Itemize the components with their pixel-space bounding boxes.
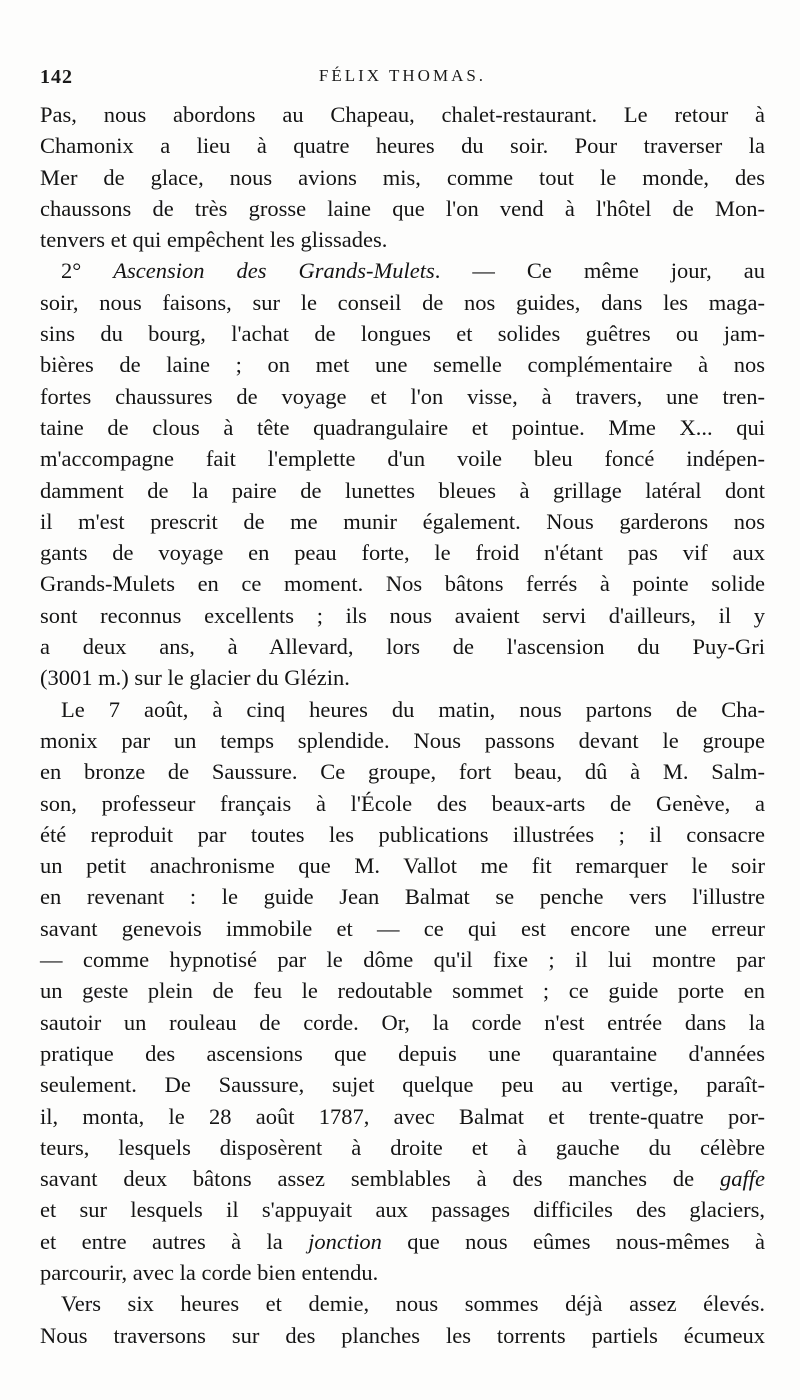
text-line: pratique des ascensions que depuis une quarantaine d'années [40, 1040, 765, 1066]
text-line: et sur lesquels il s'appuyait aux passages difficiles des glaciers, [40, 1197, 765, 1223]
text-line: en revenant : le guide Jean Balmat se penche vers l'illustre [40, 884, 765, 910]
text-line: Chamonix a lieu à quatre heures du soir. Pour traverser la [40, 133, 765, 159]
text-line: soir, nous faisons, sur le conseil de nos guides, dans les maga- [40, 289, 765, 315]
text-line: il, monta, le 28 août 1787, avec Balmat et trente-quatre por- [40, 1103, 765, 1129]
text-line: et entre autres à la jonction que nous eûmes nous-mêmes à [40, 1228, 765, 1254]
paragraph-4 [40, 1288, 765, 1351]
page-header [40, 66, 765, 96]
running-title: FÉLIX THOMAS. [318, 66, 487, 85]
text-line: Vers six heures et demie, nous sommes déjà assez élevés. [61, 1291, 765, 1317]
text-line: un petit anachronisme que M. Vallot me fit remarquer le soir [40, 853, 765, 879]
text-line: gants de voyage en peau forte, le froid n'étant pas vif aux [40, 540, 765, 566]
text-line: été reproduit par toutes les publications illustrées ; il consacre [40, 821, 765, 847]
text-line: Pas, nous abordons au Chapeau, chalet-restaurant. Le retour à [40, 102, 765, 127]
text-line: savant genevois immobile et — ce qui est encore une erreur [40, 915, 765, 941]
text-line: sautoir un rouleau de corde. Or, la corde n'est entrée dans la [40, 1009, 765, 1035]
text-line: a deux ans, à Allevard, lors de l'ascension du Puy-Gri [40, 634, 765, 660]
text-line: sins du bourg, l'achat de longues et solides guêtres ou jam- [40, 321, 765, 347]
text-line: fortes chaussures de voyage et l'on visse, à travers, une tren- [40, 383, 765, 409]
text-line: (3001 m.) sur le glacier du Glézin. [40, 665, 350, 691]
text-line: monix par un temps splendide. Nous passons devant le groupe [40, 727, 765, 753]
paragraph-1 [40, 99, 765, 255]
text-line: teurs, lesquels disposèrent à droite et à gauche du célèbre [40, 1134, 765, 1160]
paragraph-2 [40, 255, 765, 693]
section-heading-line: 2° Ascension des Grands-Mulets. — Ce même jour, au [61, 258, 765, 284]
text-line: savant deux bâtons assez semblables à des manches de gaffe [40, 1166, 765, 1192]
text-line: son, professeur français à l'École des beaux-arts de Genève, a [40, 790, 765, 816]
text-line: tenvers et qui empêchent les glissades. [40, 227, 388, 253]
text-line: en bronze de Saussure. Ce groupe, fort beau, dû à M. Salm- [40, 759, 765, 785]
text-line: bières de laine ; on met une semelle complémentaire à nos [40, 352, 765, 378]
text-line: sont reconnus excellents ; ils nous avaient servi d'ailleurs, il y [40, 602, 765, 628]
paragraph-3 [40, 694, 765, 1289]
text-line: un geste plein de feu le redoutable sommet ; ce guide porte en [40, 978, 765, 1004]
text-line: chaussons de très grosse laine que l'on vend à l'hôtel de Mon- [40, 195, 765, 221]
text-line: Grands-Mulets en ce moment. Nos bâtons ferrés à pointe solide [40, 571, 765, 597]
text-line: taine de clous à tête quadrangulaire et pointue. Mme X... qui [40, 414, 765, 440]
text-line: Le 7 août, à cinq heures du matin, nous partons de Cha- [61, 696, 765, 722]
text-line: damment de la paire de lunettes bleues à grillage latéral dont [40, 477, 765, 503]
text-line: — comme hypnotisé par le dôme qu'il fixe ; il lui montre par [40, 947, 765, 973]
text-line: parcourir, avec la corde bien entendu. [40, 1259, 379, 1285]
body-text [40, 99, 765, 1351]
text-line: m'accompagne fait l'emplette d'un voile bleu foncé indépen- [40, 446, 765, 472]
text-line: Nous traversons sur des planches les torrents partiels écumeux [40, 1322, 765, 1348]
text-line-heading [40, 255, 765, 286]
page-number: 142 [40, 66, 73, 88]
text-line: il m'est prescrit de me munir également. Nous garderons nos [40, 508, 765, 534]
text-line: seulement. De Saussure, sujet quelque peu au vertige, paraît- [40, 1072, 765, 1098]
text-line: Mer de glace, nous avions mis, comme tout le monde, des [40, 164, 765, 190]
